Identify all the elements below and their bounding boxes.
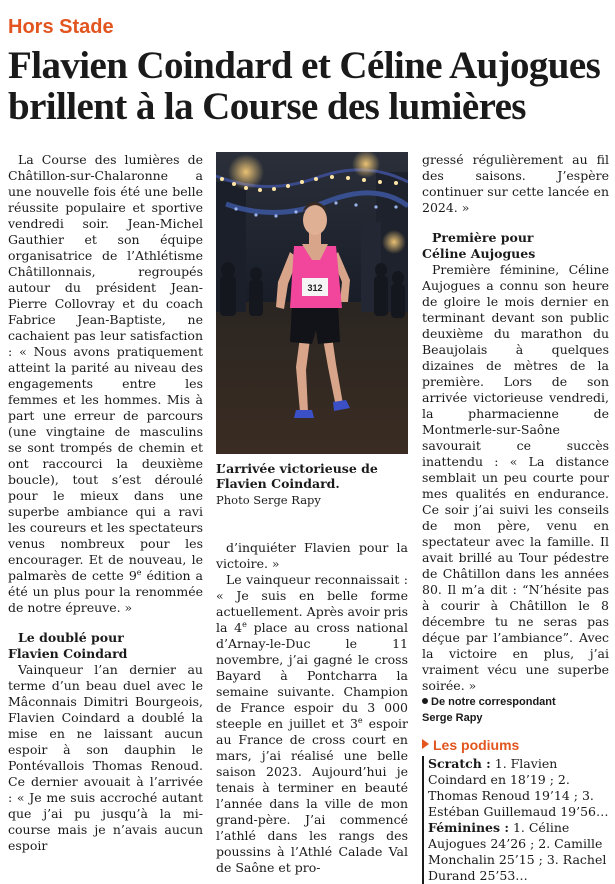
photo-credit: Photo Serge Rapy <box>216 493 321 507</box>
section-label: Hors Stade <box>8 16 114 38</box>
headline: Flavien Coindard et Céline Aujogues brillent à la Course des lumières <box>8 44 601 128</box>
podiums-title-text: Les podiums <box>433 737 520 753</box>
feminines-results: 1. Céline Aujogues 24’26 ; 2. Camille Monchalin 25’15 ; 3. Rachel Durand 25’53… <box>428 820 607 883</box>
podiums-box <box>422 756 609 884</box>
intro-paragraph <box>8 152 203 616</box>
winner-quote-paragraph <box>216 572 408 876</box>
runner-photo <box>216 152 408 454</box>
intro-superscript: e <box>136 567 142 577</box>
photo-caption <box>216 461 408 508</box>
byline-author: Serge Rapy <box>422 712 483 724</box>
triangle-icon <box>422 739 429 749</box>
scratch-label: Scratch : <box>428 756 491 771</box>
column-2 <box>216 540 408 876</box>
col2-continuation: d’inquiéter Flavien pour la victoire. » <box>216 540 408 571</box>
column-3 <box>422 152 609 884</box>
winner-sup-a: e <box>242 619 247 629</box>
winner-sup-b: e <box>357 715 363 725</box>
subhead-aujogues-line2: Céline Aujogues <box>422 246 536 261</box>
bullet-icon <box>422 698 428 704</box>
bib-number: 312 <box>307 283 323 293</box>
caption-text: L’arrivée victorieuse de Flavien Coindard. <box>216 461 378 491</box>
col3-continuation: gressé régulièrement au fil des saisons. J’espère continuer sur cette lancée en 2024. » <box>422 152 609 215</box>
podiums-title <box>422 736 609 754</box>
winner-quote-c: espoir au France de cross court en mars, j’ai réalisé une belle saison 2023. Aujourd’hui je tenais à terminer en beauté l’année dans la ville de mon grand-père. J’ai commencé l’athlé dans les rangs des poussins à l’Athlé Calade Val de Saône et pro- <box>216 716 408 875</box>
coindard-paragraph: Vainqueur l’an dernier au terme d’un beau duel avec le Mâconnais Dimitri Bourgeois, Flavien Coindard a doublé la mise en ne laissant aucun espoir à son dauphin le Pontévallois Thomas Renoud. Ce dernier avouait à l’arrivée : « Je me suis accroché autant que j’ai pu jusqu’à la mi-course mais je n’avais aucun espoir <box>8 662 203 853</box>
intro-text: La Course des lumières de Châtillon-sur-Chalaronne a une nouvelle fois été une belle réussite populaire et sportive vendredi soir. Jean-Michel Gauthier et son équipe organisatrice de l’Athlétisme Châtillonnais, regroupés autour du président Jean-Pierre Collovray et du coach Fabrice Jean-Baptiste, ne cachaient pas leur satisfaction : « Nous avons pratiquement atteint la parité au niveau des engagements entre les femmes et les hommes. Mis à part une erreur de parcours (une vingtaine de masculins se sont trompés de chemin et ont raccourci la deuxième boucle), tout s’est déroulé pour le mieux dans une superbe ambiance qui a ravi les coureurs et les spectateurs venus nombreux pour les encourager. Et de nouveau, le palmarès de cette 9 <box>8 152 203 583</box>
winner-quote-a: Le vainqueur reconnaissait : « Je suis en belle forme actuellement. Après avoir pris la 4 <box>216 572 408 635</box>
winner-quote-b: place au cross national d’Arnay-le-Duc le 11 novembre, j’ai gagné le cross Bayard à Pontcharra la semaine suivante. Champion de France espoir du 3 000 steeple en juillet et 3 <box>216 620 408 731</box>
runner-illustration <box>216 152 408 454</box>
subhead-coindard-line1: Le doublé pour <box>18 630 124 645</box>
byline <box>422 694 609 726</box>
column-1 <box>8 152 203 854</box>
intro-text-end: édition a été un plus pour la renommée de notre épreuve. » <box>8 568 203 615</box>
feminines-label: Féminines : <box>428 820 509 835</box>
subhead-aujogues-line1: Première pour <box>432 230 534 245</box>
subhead-coindard-line2: Flavien Coindard <box>8 646 128 661</box>
aujogues-paragraph: Première féminine, Céline Aujogues a connu son heure de gloire le mois dernier en terminant devant son public deuxième du marathon du Beaujolais à quelques dizaines de mètres de la première. Lors de son arrivée victorieuse vendredi, la pharmacienne de Montmerle-sur-Saône savourait ce succès inattendu : « La distance semblait un peu courte pour mes qualités en endurance. Ce soir j’ai suivi les conseils de mon père, venu en spectateur avec la famille. Il avait brillé au Tour pédestre de Châtillon dans les années 80. Il m’a dit : “N’hésite pas à courir à Châtillon le 8 décembre tu ne seras pas déçue par l’ambiance”. Avec la victoire en plus, j’ai vraiment vécu une superbe soirée. » <box>422 262 609 693</box>
podium-feminines <box>428 820 609 884</box>
scratch-results: 1. Flavien Coindard en 18’19 ; 2. Thomas Renoud 19’14 ; 3. Estéban Guillemaud 19’56… <box>428 756 609 819</box>
byline-role: De notre correspondant <box>431 696 556 708</box>
podium-scratch <box>428 756 609 820</box>
